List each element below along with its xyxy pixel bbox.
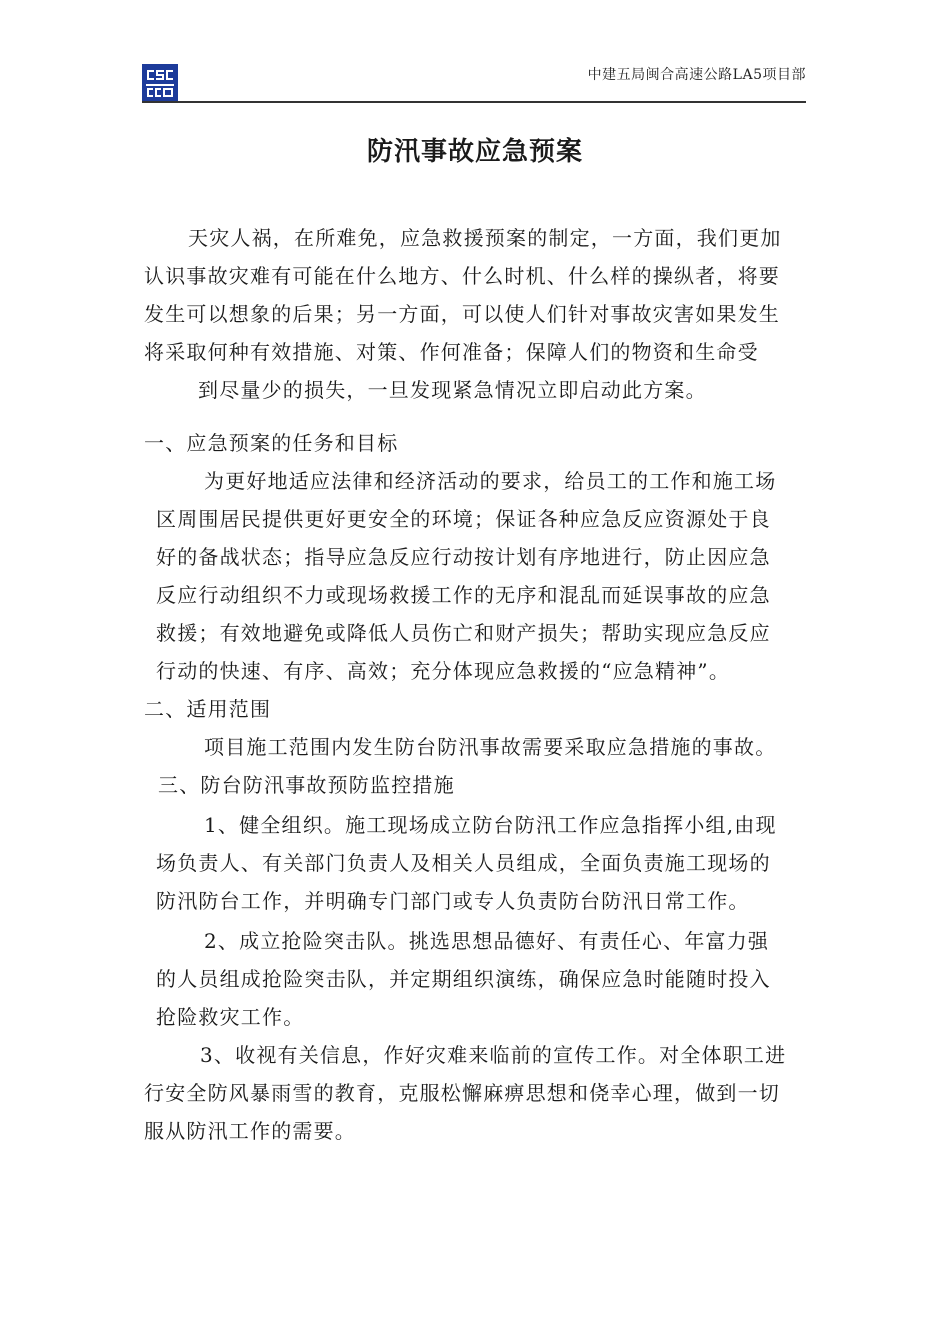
company-logo-mark xyxy=(142,64,178,102)
section-3-item-3: 3、收视有关信息，作好灾难来临前的宣传工作。对全体职工进行安全防风暴雨雪的教育，克服松懈麻痹思想和侥幸心理，做到一切服从防汛工作的需要。 xyxy=(144,1043,787,1143)
company-logo xyxy=(142,64,178,102)
intro-section xyxy=(144,219,790,409)
section-3-item-1: 1、健全组织。施工现场成立防台防汛工作应急指挥小组,由现场负责人、有关部门负责人及相关人员组成，全面负责施工现场的防汛防台工作，并明确专门部门或专人负责防台防汛日常工作。 xyxy=(156,813,777,913)
section-1-heading: 一、应急预案的任务和目标 xyxy=(144,431,399,455)
header-organization: 中建五局闽合高速公路LA5项目部 xyxy=(587,67,806,83)
section-3-item-2: 2、成立抢险突击队。挑选思想品德好、有责任心、年富力强的人员组成抢险突击队，并定期组织演练，确保应急时能随时投入抢险救灾工作。 xyxy=(156,929,771,1029)
section-2-body: 项目施工范围内发生防台防汛事故需要采取应急措施的事故。 xyxy=(204,735,777,759)
section-2-heading: 二、适用范围 xyxy=(144,697,272,721)
section-1-body: 为更好地适应法律和经济活动的要求，给员工的工作和施工场区周围居民提供更好更安全的环境；保证各种应急反应资源处于良好的备战状态；指导应急反应行动按计划有序地进行，防止因应急反应行动组织不力或现场救援工作的无序和混乱而延误事故的应急救援；有效地避免或降低人员伤亡和财产损失；帮助实现应急反应行动的快速、有序、高效；充分体现应急救援的“应急精神”。 xyxy=(156,469,777,683)
intro-paragraph: 天灾人祸，在所难免，应急救援预案的制定，一方面，我们更加认识事故灾难有可能在什么地方、什么时机、什么样的操纵者，将要发生可以想象的后果；另一方面，可以使人们针对事故灾害如果发生将采取何种有效措施、对策、作何准备；保障人们的物资和生命受 xyxy=(144,226,782,364)
document-title: 防汛事故应急预案 xyxy=(366,137,583,167)
main-sections xyxy=(144,424,790,1150)
section-3-heading: 三、防台防汛事故预防监控措施 xyxy=(158,773,455,797)
intro-paragraph-continuation: 到尽量少的损失，一旦发现紧急情况立即启动此方案。 xyxy=(198,378,707,402)
header-divider xyxy=(142,101,806,103)
